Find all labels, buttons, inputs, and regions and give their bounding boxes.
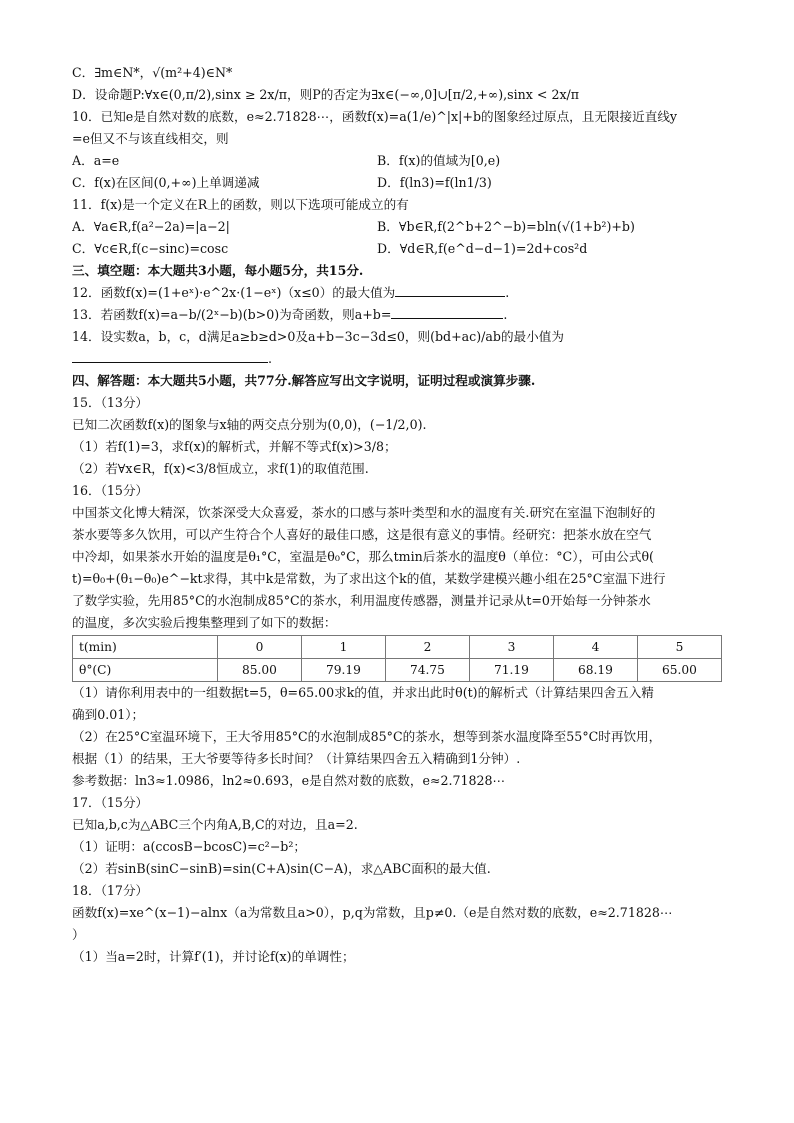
q13-text: 13．若函数f(x)=a−b/(2ˣ−b)(b>0)为奇函数，则a+b= bbox=[72, 307, 392, 322]
question-10-stem-cont: =e但又不与该直线相交，则 bbox=[72, 131, 229, 146]
question-16-para-2: 茶水要等多久饮用，可以产生符合个人喜好的最佳口感，这是很有意义的事情。经研究：把茶水放在空气 bbox=[72, 527, 652, 542]
q11-option-a: A．∀a∈R,f(a²−2a)=|a−2| bbox=[72, 219, 230, 234]
option-d-line: D．设命题P:∀x∈(0,π/2),sinx ≥ 2x/π，则P的否定为∃x∈(−∞,0]∪[π/2,+∞),sinx < 2x/π bbox=[72, 87, 580, 102]
table-cell: 65.00 bbox=[638, 659, 722, 682]
q11-option-d: D．∀d∈R,f(e^d−d−1)=2d+cos²d bbox=[377, 241, 588, 256]
question-10-options-row2 bbox=[72, 172, 722, 194]
question-16-reference-data: 参考数据：ln3≈1.0986，ln2≈0.693，e是自然对数的底数，e≈2.71828⋯ bbox=[72, 773, 506, 788]
q14-blank bbox=[72, 350, 268, 363]
question-15-part2: （2）若∀x∈R，f(x)<3/8恒成立，求f(1)的取值范围. bbox=[72, 461, 369, 476]
question-16-header: 16．（15分） bbox=[72, 483, 149, 498]
table-cell: 68.19 bbox=[554, 659, 638, 682]
section-4-heading: 四、解答题：本大题共5小题，共77分.解答应写出文字说明，证明过程或演算步骤. bbox=[72, 373, 536, 388]
table-cell: θ°(C) bbox=[73, 659, 218, 682]
question-11-options-row2 bbox=[72, 238, 722, 260]
question-17-part1: （1）证明：a(ccosB−bcosC)=c²−b²； bbox=[72, 839, 306, 854]
table-cell: 5 bbox=[638, 636, 722, 659]
q11-option-b: B．∀b∈R,f(2^b+2^−b)=bln(√(1+b²)+b) bbox=[377, 219, 635, 234]
question-17-stem: 已知a,b,c为△ABC三个内角A,B,C的对边，且a=2. bbox=[72, 817, 358, 832]
q13-blank bbox=[391, 306, 503, 319]
question-18-stem-cont: ） bbox=[72, 927, 85, 942]
question-10-stem: 10．已知e是自然对数的底数，e≈2.71828⋯，函数f(x)=a(1/e)^|x|+b的图象经过原点，且无限接近直线y bbox=[72, 109, 678, 124]
table-cell: 1 bbox=[302, 636, 386, 659]
question-13: 13．若函数f(x)=a−b/(2ˣ−b)(b>0)为奇函数，则a+b= . bbox=[72, 307, 508, 322]
question-18-header: 18．（17分） bbox=[72, 883, 149, 898]
question-11-stem: 11．f(x)是一个定义在R上的函数，则以下选项可能成立的有 bbox=[72, 197, 409, 212]
table-cell: 0 bbox=[218, 636, 302, 659]
table-cell: t(min) bbox=[73, 636, 218, 659]
table-cell: 74.75 bbox=[386, 659, 470, 682]
question-15-stem: 已知二次函数f(x)的图象与x轴的两交点分别为(0,0)，(−1/2,0). bbox=[72, 417, 427, 432]
question-16-para-1: 中国茶文化博大精深，饮茶深受大众喜爱，茶水的口感与茶叶类型和水的温度有关.研究在室温下泡制好的 bbox=[72, 505, 656, 520]
question-16-para-4: t)=θ₀+(θ₁−θ₀)e^−kt求得，其中k是常数，为了求出这个k的值，某数学建模兴趣小组在25°C室温下进行 bbox=[72, 571, 666, 586]
question-11-options-row1 bbox=[72, 216, 722, 238]
table-row bbox=[73, 659, 722, 682]
table-cell: 3 bbox=[470, 636, 554, 659]
table-cell: 71.19 bbox=[470, 659, 554, 682]
question-14-blank-line: . bbox=[72, 348, 722, 370]
option-c-line: C．∃m∈N*，√(m²+4)∈N* bbox=[72, 65, 233, 80]
question-16-part2-cont: 根据（1）的结果，王大爷要等待多长时间？（计算结果四舍五入精确到1分钟）. bbox=[72, 751, 521, 766]
q10-option-a: A．a=e bbox=[72, 153, 120, 168]
question-10-options-row1 bbox=[72, 150, 722, 172]
question-12: 12．函数f(x)=(1+eˣ)·e^2x·(1−eˣ)（x≤0）的最大值为 . bbox=[72, 285, 510, 300]
question-16-para-3: 中冷却，如果茶水开始的温度是θ₁°C，室温是θ₀°C，那么tmin后茶水的温度θ（单位：°C），可由公式θ( bbox=[72, 549, 654, 564]
temperature-table bbox=[72, 635, 722, 682]
q10-option-b: B．f(x)的值域为[0,e) bbox=[377, 153, 501, 168]
question-16-para-5: 了数学实验，先用85°C的水泡制成85°C的茶水，利用温度传感器，测量并记录从t=0开始每一分钟茶水 bbox=[72, 593, 651, 608]
question-16-para-6: 的温度，多次实验后搜集整理到了如下的数据： bbox=[72, 615, 337, 630]
q10-option-c: C．f(x)在区间(0,+∞)上单调递减 bbox=[72, 175, 260, 190]
section-3-heading: 三、填空题：本大题共3小题，每小题5分，共15分. bbox=[72, 263, 364, 278]
question-17-header: 17．（15分） bbox=[72, 795, 149, 810]
question-18-stem: 函数f(x)=xe^(x−1)−alnx（a为常数且a>0），p,q为常数，且p≠0.（e是自然对数的底数，e≈2.71828⋯ bbox=[72, 905, 673, 920]
question-16-part1-cont: 确到0.01）； bbox=[72, 707, 145, 722]
table-cell: 85.00 bbox=[218, 659, 302, 682]
q12-text: 12．函数f(x)=(1+eˣ)·e^2x·(1−eˣ)（x≤0）的最大值为 bbox=[72, 285, 396, 300]
question-15-part1: （1）若f(1)=3，求f(x)的解析式，并解不等式f(x)>3/8； bbox=[72, 439, 397, 454]
question-16-part2: （2）在25°C室温环境下，王大爷用85°C的水泡制成85°C的茶水，想等到茶水温度降至55°C时再饮用， bbox=[72, 729, 662, 744]
q11-option-c: C．∀c∈R,f(c−sinc)=cosc bbox=[72, 241, 229, 256]
q12-blank bbox=[395, 284, 505, 297]
table-cell: 4 bbox=[554, 636, 638, 659]
table-row bbox=[73, 636, 722, 659]
question-16-part1: （1）请你利用表中的一组数据t=5，θ=65.00求k的值，并求出此时θ(t)的解析式（计算结果四舍五入精 bbox=[72, 685, 654, 700]
question-14: 14．设实数a，b，c，d满足a≥b≥d>0及a+b−3c−3d≤0，则(bd+ac)/ab的最小值为 bbox=[72, 329, 564, 344]
q10-option-d: D．f(ln3)=f(ln1/3) bbox=[377, 175, 492, 190]
table-cell: 79.19 bbox=[302, 659, 386, 682]
exam-page bbox=[72, 62, 722, 968]
question-18-part1: （1）当a=2时，计算f′(1)，并讨论f(x)的单调性； bbox=[72, 949, 355, 964]
question-17-part2: （2）若sinB(sinC−sinB)=sin(C+A)sin(C−A)，求△ABC面积的最大值. bbox=[72, 861, 491, 876]
question-15-header: 15．（13分） bbox=[72, 395, 149, 410]
table-cell: 2 bbox=[386, 636, 470, 659]
